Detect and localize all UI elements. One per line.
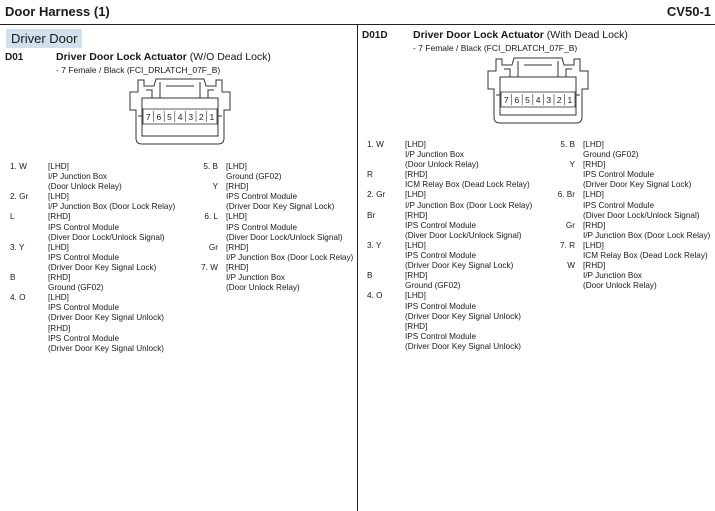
pin-id: 6. Br [557,190,575,200]
pin-description: [RHD] [405,321,428,331]
pin-id: 3. Y [10,242,25,252]
pin-description: ICM Relay Box (Dead Lock Relay) [405,180,530,190]
pin-description: (Driver Door Key Signal Lock) [405,261,514,271]
pin-row [545,231,713,241]
pin-row [186,253,356,263]
pin-description: (Door Unlock Relay) [48,182,122,192]
pin-row [367,221,543,231]
pin-label: 5 [525,95,530,105]
pin-description: (Driver Door Key Signal Unlock) [405,311,522,321]
connector-name-bold: Driver Door Lock Actuator [413,29,544,41]
pin-row [186,233,356,243]
pin-row [10,182,180,192]
pin-description: I/P Junction Box [405,150,465,160]
pin-description: Ground (GF02) [48,283,104,293]
pin-id: B [367,271,373,281]
pin-list-d01d-col1 [367,140,543,352]
pin-label: 2 [198,112,204,122]
pin-description: (Diver Door Lock/Unlock Signal) [583,210,700,220]
pin-row [545,170,713,180]
pin-id: 4. O [367,291,383,301]
pin-row [10,212,180,222]
column-divider [357,25,358,511]
pin-id: R [367,170,373,180]
pin-description: (Diver Door Lock/Unlock Signal) [226,232,343,242]
pin-id: Y [212,182,218,192]
pin-row [186,172,356,182]
pin-id: L [10,212,15,222]
pin-description: IPS Control Module [48,303,119,313]
pin-description: IPS Control Module [226,192,297,202]
pin-row [545,150,713,160]
pin-row [186,223,356,233]
section-title: Driver Door [6,29,82,48]
connector-name-d01d [413,29,628,41]
connector-name-bold: Driver Door Lock Actuator [56,51,187,63]
pin-description: Ground (GF02) [405,281,461,291]
pin-id: Gr [565,220,575,230]
page-title: Door Harness (1) [5,4,110,19]
pin-description: IPS Control Module [48,252,119,262]
pin-row [367,170,543,180]
pin-description: I/P Junction Box (Door Lock Relay) [48,202,176,212]
pin-row [10,273,180,283]
pin-row [10,263,180,273]
pin-row [10,243,180,253]
page-header [0,0,715,25]
pin-description: [LHD] [405,190,426,200]
pin-row [367,180,543,190]
pin-row [367,201,543,211]
pin-label: 1 [567,95,573,105]
pin-row [186,212,356,222]
pin-row [367,342,543,352]
pin-row [10,202,180,212]
pin-row [367,211,543,221]
pin-description: [RHD] [226,182,249,192]
pin-description: [LHD] [226,212,247,222]
pin-description: (Door Unlock Relay) [226,283,300,293]
pin-row [367,150,543,160]
pin-row [10,293,180,303]
pin-list-d01d-col2 [545,140,713,291]
pin-description: I/P Junction Box (Door Lock Relay) [226,252,354,262]
pin-row [10,313,180,323]
pin-description: [LHD] [48,242,69,252]
pin-row [545,160,713,170]
pin-description: I/P Junction Box [48,172,108,182]
pin-row [10,283,180,293]
pin-description: I/P Junction Box [226,273,286,283]
connector-name-rest: (With Dead Lock) [543,29,628,41]
pin-id: 4. O [10,293,26,303]
pin-row [367,140,543,150]
pin-id: 7. W [201,262,218,272]
pin-description: [RHD] [226,242,249,252]
connector-spec-d01d: - 7 Female / Black (FCI_DRLATCH_07F_B) [413,43,578,53]
pin-description: [LHD] [48,162,69,171]
pin-row [186,273,356,283]
pin-row [10,303,180,313]
pin-row [10,172,180,182]
pin-description: IPS Control Module [583,200,654,210]
pin-row [186,202,356,212]
pin-description: (Driver Door Key Signal Unlock) [48,343,165,353]
pin-row [10,223,180,233]
pin-description: [LHD] [583,140,604,149]
pin-row [545,271,713,281]
pin-description: [LHD] [583,240,604,250]
pin-label: 6 [156,112,162,122]
pin-description: [LHD] [405,140,426,149]
pin-row [10,344,180,354]
pin-description: IPS Control Module [48,333,119,343]
pin-id: 5. B [203,162,218,171]
connector-name-d01 [56,51,271,63]
pin-description: [LHD] [405,240,426,250]
pin-description: (Door Unlock Relay) [583,281,657,291]
pin-description: (Driver Door Key Signal Lock) [226,202,335,212]
pin-label: 6 [514,95,520,105]
pin-label: 3 [546,95,552,105]
pin-description: [LHD] [405,291,426,301]
connector-code-d01: D01 [5,52,24,63]
pin-id: Br [367,210,376,220]
connector-diagram-d01 [126,76,234,148]
pin-row [367,332,543,342]
pin-label: 1 [209,112,215,122]
pin-row [545,211,713,221]
pin-row [186,192,356,202]
pin-description: [RHD] [583,160,606,170]
connector-name-rest: (W/O Dead Lock) [186,51,271,63]
pin-description: IPS Control Module [405,301,476,311]
pin-description: IPS Control Module [405,251,476,261]
pin-row [186,263,356,273]
pin-label: 4 [535,95,541,105]
pin-row [367,291,543,301]
pin-row [10,162,180,172]
pin-description: [LHD] [226,162,247,171]
pin-description: (Driver Door Key Signal Unlock) [405,341,522,351]
pin-description: [RHD] [226,262,249,272]
pin-row [545,281,713,291]
pin-description: [RHD] [405,170,428,180]
connector-spec-d01: - 7 Female / Black (FCI_DRLATCH_07F_B) [56,65,221,75]
pin-row [367,271,543,281]
pin-id: 1. W [367,140,384,149]
pin-description: [RHD] [583,261,606,271]
pin-id: 1. W [10,162,27,171]
pin-row [545,241,713,251]
pin-description: (Diver Door Lock/Unlock Signal) [405,230,522,240]
pin-row [186,283,356,293]
pin-description: I/P Junction Box [583,271,643,281]
pin-description: (Diver Door Lock/Unlock Signal) [48,232,165,242]
pin-id: B [10,273,16,283]
pin-row [367,312,543,322]
pin-row [367,160,543,170]
pin-description: [LHD] [48,293,69,303]
pin-description: IPS Control Module [405,331,476,341]
pin-description: IPS Control Module [48,222,119,232]
pin-description: I/P Junction Box (Door Lock Relay) [583,230,711,240]
pin-row [186,243,356,253]
pin-row [545,261,713,271]
pin-row [367,231,543,241]
pin-description: IPS Control Module [405,220,476,230]
pin-id: Gr [208,242,218,252]
connector-code-d01d: D01D [362,30,388,41]
pin-id: 2. Gr [367,190,386,200]
pin-id: W [567,261,575,271]
pin-row [186,162,356,172]
pin-description: [RHD] [48,273,71,283]
pin-description: [RHD] [405,271,428,281]
pin-label: 7 [503,95,509,105]
pin-row [10,324,180,334]
pin-description: (Driver Door Key Signal Lock) [48,262,157,272]
pin-description: (Driver Door Key Signal Unlock) [48,313,165,323]
pin-description: (Driver Door Key Signal Lock) [583,180,692,190]
pin-id: 5. B [560,140,575,149]
pin-list-d01-col2 [186,162,356,293]
pin-row [10,253,180,263]
pin-row [545,201,713,211]
pin-description: [RHD] [583,220,606,230]
pin-list-d01-col1 [10,162,180,354]
pin-id: Y [569,160,575,170]
pin-description: I/P Junction Box (Door Lock Relay) [405,200,533,210]
page-code: CV50-1 [666,4,711,19]
pin-description: [LHD] [583,190,604,200]
pin-row [545,221,713,231]
pin-row [545,190,713,200]
pin-row [186,182,356,192]
pin-description: Ground (GF02) [583,150,639,160]
pin-row [545,180,713,190]
pin-description: [RHD] [48,212,71,222]
pin-row [10,334,180,344]
pin-label: 2 [556,95,562,105]
pin-label: 4 [177,112,183,122]
pin-description: ICM Relay Box (Dead Lock Relay) [583,251,708,261]
pin-row [10,192,180,202]
pin-description: IPS Control Module [583,170,654,180]
pin-id: 3. Y [367,240,382,250]
pin-id: 7. R [559,240,575,250]
pin-description: (Door Unlock Relay) [405,160,479,170]
pin-row [367,302,543,312]
pin-description: [RHD] [48,323,71,333]
pin-row [545,251,713,261]
pin-label: 7 [145,112,151,122]
pin-description: IPS Control Module [226,222,297,232]
pin-row [367,241,543,251]
pin-row [367,281,543,291]
pin-description: [RHD] [405,210,428,220]
pin-description: Ground (GF02) [226,172,282,182]
pin-id: 2. Gr [10,192,29,202]
pin-label: 5 [167,112,172,122]
connector-diagram-d01d [484,55,592,127]
pin-id: 6. L [204,212,218,222]
pin-row [367,251,543,261]
pin-row [367,190,543,200]
pin-row [367,261,543,271]
pin-row [367,322,543,332]
pin-label: 3 [188,112,194,122]
pin-row [545,140,713,150]
pin-description: [LHD] [48,192,69,202]
pin-row [10,233,180,243]
